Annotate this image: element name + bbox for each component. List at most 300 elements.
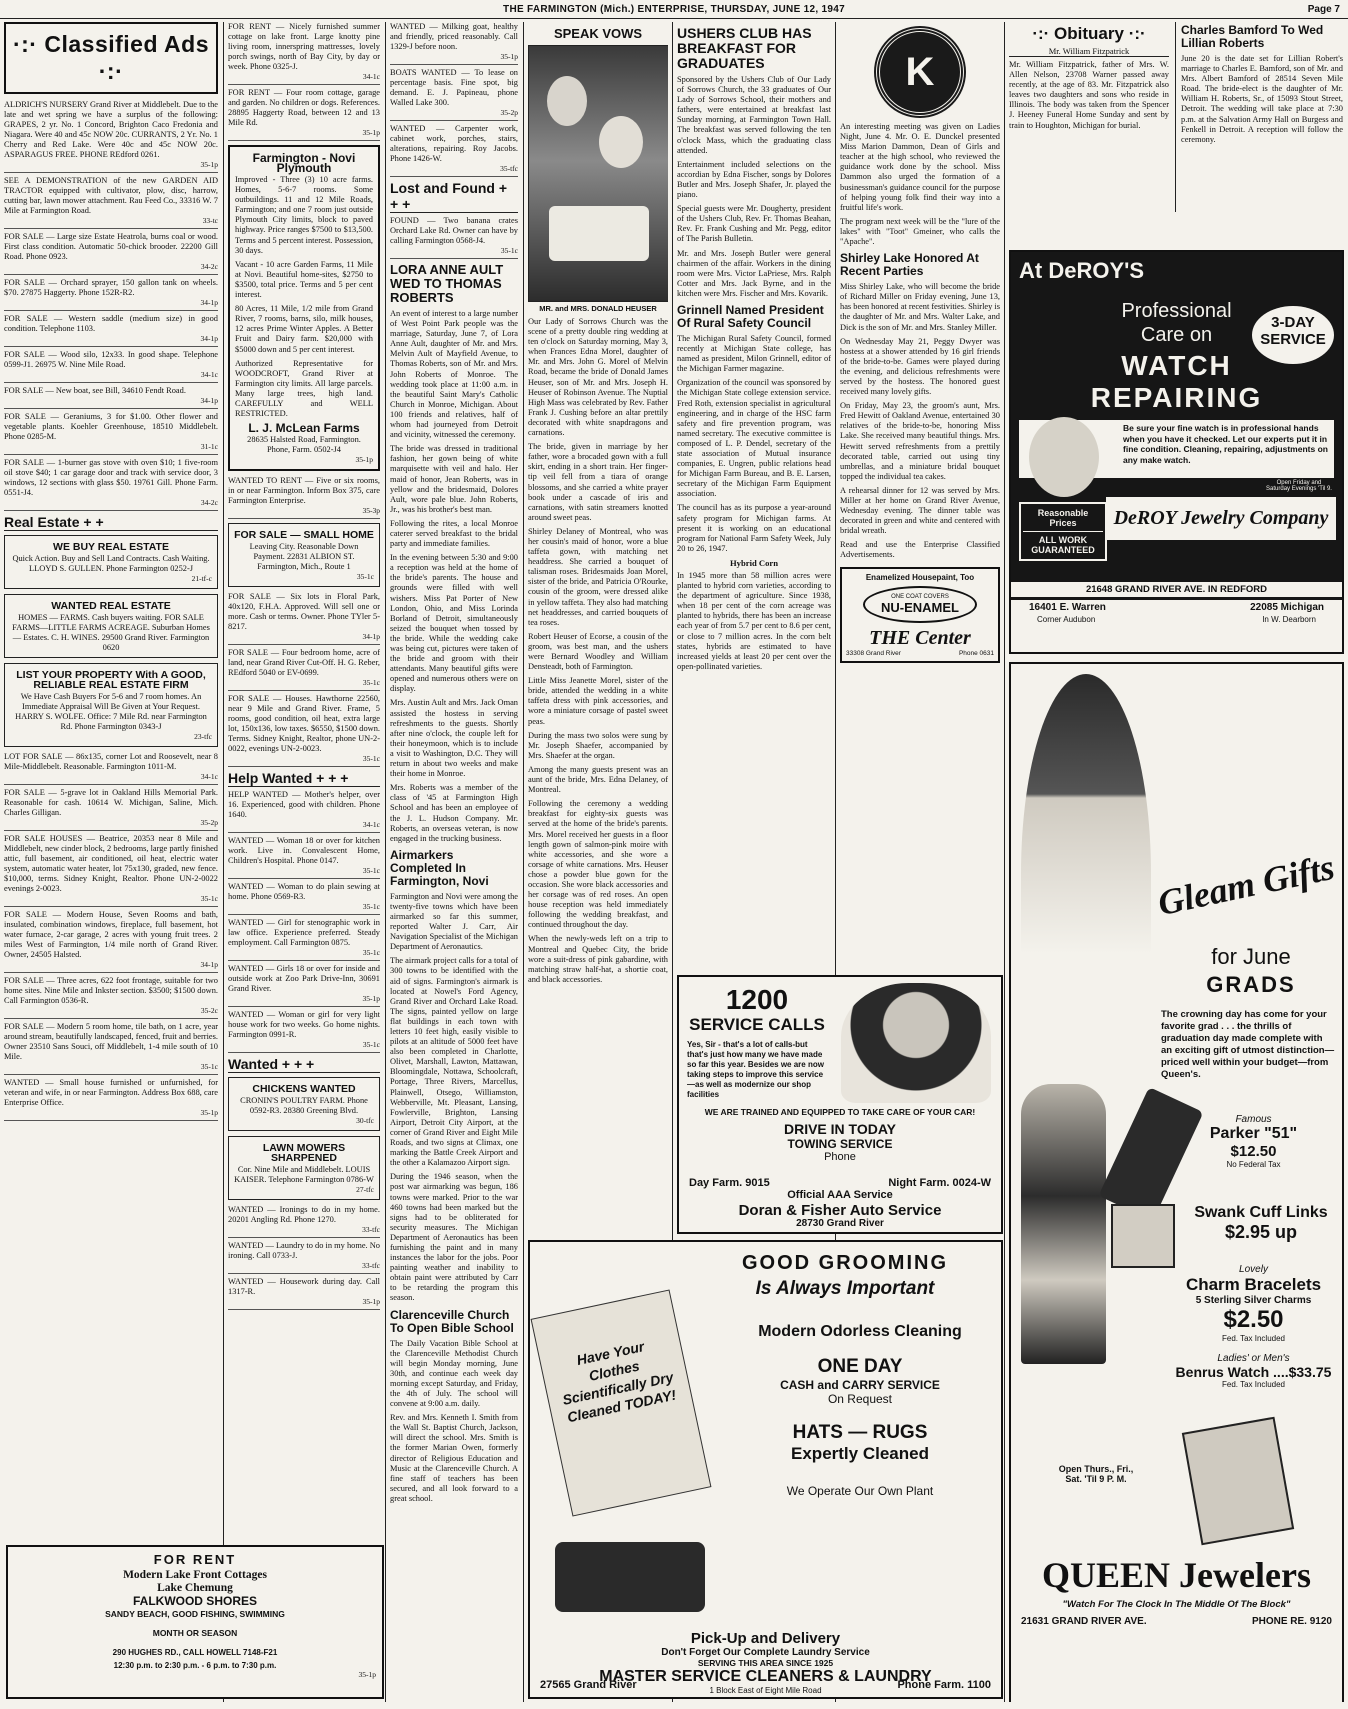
ushers-headline: USHERS CLUB HAS BREAKFAST FOR GRADUATES [677,25,812,71]
deroy-body: Be sure your fine watch is in professional hands when you have it checked. Let our experts put it in fine condition. Cleaning, repairing, adjustments on any make watch. [1019,420,1334,478]
kiwanis-emblem-icon: K [876,28,964,116]
classified-ad [228,964,380,1007]
service-drive: DRIVE IN TODAY [783,1121,897,1137]
classified-ad [4,458,218,511]
grooming-line: Modern Odorless Cleaning [758,1323,962,1340]
ad-code: 35-1c [362,678,380,688]
ad-code: 34-1c [200,772,218,781]
deroy-address: 21648 GRAND RIVER AVE. IN REDFORD [1011,582,1342,597]
news-column-5 [677,22,831,767]
ad-code: 35-1p [362,1297,380,1307]
ad-code: 35-1p [362,128,380,137]
ad-code: 35-1c [362,1040,380,1050]
real-estate-box [4,594,218,658]
queen-jewelers-ad [1009,662,1344,1702]
for-rent-line: 12:30 p.m. to 2:30 p.m. - 6 p.m. to 7:30 p.m. [113,1661,277,1670]
clarenceville-headline: Clarenceville Church To Open Bible School [390,1307,514,1335]
classified-ads-list [4,100,218,511]
dot-ornament-icon: ·:· [1128,24,1146,43]
ad-code: 27-tfc [356,1185,374,1195]
service-address: 28730 Grand River [796,1218,884,1229]
queen-phone: PHONE RE. 9120 [1251,1616,1332,1627]
service-day-phone: Day Farm. 9015 [689,1177,770,1189]
classified-ad-text: LOT FOR SALE — 86x135, corner Lot and Roosevelt, near 8 Mile-Middlebelt. Reasonable. Farmington 1011-M. [4,752,218,771]
classified-ad [228,1205,380,1238]
mowers-title: LAWN MOWERS SHARPENED [262,1142,346,1165]
classified-ad-text: FOR SALE — Geraniums, 3 for $1.00. Other flower and vegetable plants. Koehler Greenhouse, 18510 Middlebelt. Phone 0285-M. [4,412,218,441]
classified-ads-list [228,592,380,767]
article-paragraph: Shirley Delaney of Montreal, who was her cousin's maid of honor, wore a blue taffeta gown, with matching net headdress. She carried a bouquet of talisman roses. Bridesmaids Joan Morel, sister of the bride, and Patricia O'Rourke, cousin of the groom, were dressed alike in yellow taffeta. They also had matching net headdresses, and carried bouquets of tea roses. [528,526,668,627]
ad-code: 35-1p [500,52,518,61]
column-rule [385,22,386,1702]
deroy-badge1: Reasonable Prices [1037,508,1089,528]
service-phone-label: Phone [824,1151,856,1163]
classified-ad [4,232,218,275]
article-paragraph: Entertainment included selections on the accordian by Edna Fischer, songs by Dolores Butler and Mrs. Joseph Shafer, Jr. played the piano. [677,159,831,200]
classified-ad [228,88,380,141]
center-name: THE Center [869,626,971,649]
for-rent-title: FOR RENT [153,1552,237,1567]
deroy-3day-badge: 3-DAY SERVICE [1252,306,1334,364]
service-title: SERVICE CALLS [689,1015,825,1034]
deroy-jewelry-ad [1009,250,1344,654]
real-estate-box-title: WANTED REAL ESTATE [51,600,171,612]
shirley-headline: Shirley Lake Honored At Recent Parties [840,251,979,279]
wedding-photo [528,45,668,302]
help-wanted-heading: Help Wanted + + + [228,770,380,787]
clarenceville-article [390,1339,518,1505]
grooming-title: GOOD GROOMING [742,1252,948,1274]
queen-famous: Famous [1235,1114,1272,1125]
grinnell-article [677,334,831,554]
classified-ad-text: FOR SALE HOUSES — Beatrice, 20353 near 8 Mile and Middlebelt, new cinder block, 2 bedrooms, large partly finished attic, full basement, air conditioned, oil heat, electric water system, automatic water heater, lot 75x130, graded, new fence. $10,000, terms. Sidney Knight, Realtor. Phone UN-2-0022 evenings 2-0023. [4,834,218,893]
classified-ads-list [4,752,218,1121]
deroy-hours: Open Friday and Saturday Evenings 'Til 9. [1266,480,1332,492]
classified-ad-text: FOR SALE — Modern 5 room home, tile bath, on 1 acre, year around stream, beautifully landscaped, fenced, fruit and berries. Owner 23510 Sans Souci, off Middlebelt, 1-4 mile south of 10 Mile. [4,1022,218,1061]
classified-ad [228,790,380,833]
page-number: Page 7 [1307,4,1340,15]
classified-ad-text: FOR RENT — Nicely furnished summer cottage on lake front. Large knotty pine living room, innerspring mattresses, lovely porch swings, north of Bay City, by day or week. Phone 0325-J. [228,22,380,71]
news-column-3 [390,22,518,1702]
farm-box-address: 28635 Halsted Road, Farmington. Phone, Farm. 0502-J4 [247,435,361,455]
classified-column-2 [228,22,380,1702]
shirley-article [840,282,1000,560]
real-estate-box-title: LIST YOUR PROPERTY With A GOOD, RELIABLE REAL ESTATE FIRM [16,669,206,691]
ad-code: 35-2p [500,108,518,117]
article-paragraph: A rehearsal dinner for 12 was served by Mrs. Miller at her home on Grand River Avenue, Wednesday evening. The dinner table was decorated in green and white and centered with bridal wreath. [840,485,1000,536]
article-paragraph: When the newly-weds left on a trip to Montreal and Quebec City, the bride wore a suit-dress of pink gabardine, with matching straw half-hat, a shortie coat, and black accessories. [528,934,668,984]
classified-ad [228,648,380,691]
article-paragraph: Miss Shirley Lake, who will become the bride of Richard Miller on Friday evening, June 13, has been honored at recent festivities. Shirley is the daughter of Mr. and Mrs. Walter Lake, and Dick is the son of Mr. and Mrs. Stanley Miller. [840,282,1000,332]
queen-ladies: Ladies' or Men's [1217,1353,1290,1364]
right-column [1009,22,1344,1702]
classified-ad [4,314,218,347]
classified-ad [390,22,518,65]
cufflinks-illustration [1111,1204,1175,1268]
classified-ad-text: FOR SALE — Large size Estate Heatrola, burns coal or wood. First class condition. Automatic 50-chick brooder. 22200 Gill Road. Phone 0923. [4,232,218,261]
classified-ad-text: WANTED — Laundry to do in my home. No ironing. Call 0733-J. [228,1241,380,1261]
ad-code: 34-1c [362,820,380,830]
farm-box-para: 80 Acres, 11 Mile, 1/2 mile from Grand River, 7 rooms, barns, silo, milk houses, 12 acres Prime Winter Apples. A Better Fruit and Dairy farm. $20,000 with $5000 down and 5 per cent interest. [235,304,373,354]
service-body: Yes, Sir - that's a lot of calls-but that's just how many we have made so far this year. Besides we are now taking steps to improve this service —as well as modernize our shop facilities [687,1040,824,1099]
article-paragraph: Read and use the Enterprise Classified Advertisements. [840,540,1000,560]
queen-benrus: Benrus Watch ....$33.75 [1175,1364,1332,1380]
center-paint-ad [840,567,1000,663]
ad-code: 35-1p [355,455,373,465]
queen-benrus-price: $33.75 [1288,1364,1332,1380]
article-paragraph: The Michigan Rural Safety Council, formed recently at Michigan State college, has named as president, Milon Grinnell, editor of the Michigan Farmer magazine. [677,333,831,374]
article-paragraph: Mr. William Fitzpatrick, father of Mrs. W. Allen Nelson, 23708 Warner passed away recently, at the age of 83. Mr. Fitzpatrick also leaves two daughters and sons who reside in Illinois. The body was taken from the Spencer J. Heeney Funeral Home Sunday and sent by train to Houghton, Michigan for burial. [1009,60,1169,130]
queen-fedtax2: Fed. Tax Included [1221,1380,1285,1389]
ad-code: 34-1p [200,334,218,343]
grooming-forget: Don't Forget Our Complete Laundry Service [661,1647,870,1658]
classified-ad [390,68,518,121]
news-column-4 [528,22,668,1262]
deroy-loc1b: Corner Audubon [1037,615,1096,624]
classified-ad-text: ALDRICH'S NURSERY Grand River at Middlebelt. Due to the late and wet spring we have a surplus of the following: GRAPES, 2 yr. No. 1 Concord, Brighton Caco Fredonia and Niagara. Were 40 and 45c NOW 20c. CURRANTS, 2 Yr. No. 1 Cherry and Red Lake. Were 40c and 45c NOW 20c. ASPARAGUS FREE. PHONE REdford 0261. [4,100,218,159]
grinnell-headline: Grinnell Named President Of Rural Safety Council [677,302,824,330]
article-paragraph: Robert Heuser of Ecorse, a cousin of the groom, was best man, and the ushers were Bernard Woodley and William Densteadt, both of Farmington. [528,631,668,672]
article-paragraph: The bride, given in marriage by her father, wore a brocaded gown with a full skirt, ending in a short train. Her finger-tip veil fell from a tiara of orange blossoms, and she carried a white prayer book under a cascade of iris and carnations, with satin streamers knotted around sweet peas. [528,442,668,522]
article-paragraph: Sponsored by the Ushers Club of Our Lady of Sorrows Church, the 33 graduates of Our Lady of Sorrows School, their mothers and fathers, were entertained at breakfast last Sunday morning, at Farmington Town Hall. The breakfast was served following the ten o'clock Mass, which the graduating class attended. [677,75,831,155]
mowers-box [228,1136,380,1200]
ad-code: 33-tfc [362,1261,380,1271]
classified-ad [4,834,218,907]
grooming-pickup: Pick-Up and Delivery [690,1630,841,1647]
classified-ad [228,694,380,767]
farm-listing-box [228,145,380,471]
airmarkers-headline: Airmarkers Completed In Farmington, Novi [390,847,489,888]
article-paragraph: Mrs. Roberts was a member of the class of '45 at Farmington High School and has been an employee of the J. L. Hudson Company. Mr. Roberts, an overseas veteran, is now engaged in the trucking business. [390,783,518,843]
classified-ad-text: WANTED — Milking goat, healthy and friendly, priced reasonably. Call 1329-J before noon. [390,22,518,51]
article-paragraph: Special guests were Mr. Dougherty, president of the Ushers Club, Rev. Fr. Thomas Beahan, Rev. Fr. Frank Cushing and Mr. Pegg, editor of The Parish Bulletin. [677,204,831,244]
ad-code: 34-2c [200,498,218,507]
queen-benrus-label: Benrus Watch [1175,1364,1270,1380]
ad-code: 34-1p [362,632,380,642]
lost-found-heading: Lost and Found + + + [390,180,518,213]
article-paragraph: June 20 is the date set for Lillian Robert's marriage to Charles E. Bamford, son of Mr. and Mrs. Albert Bamford of 28514 Seven Mile Road. The bride-elect is the daughter of Mr. William H. Roberts, Sr., of 15093 Stout Street, Detroit. The wedding will take place at 7:30 p.m. at the Salvation Army Hall on Burgess and Fenkell in Detroit. A reception will follow the ceremony. [1181,54,1343,144]
column-rule [523,22,524,1702]
article-paragraph: During the 1946 season, when the post war airmarking was begun, 186 towns were marked. Prior to the war 460 towns had been marked but the signs had to be obliterated for security measures. The Michigan Department of Aeronautics has been furnishing the paint and in many instances the labor for the jobs. Poor painting weather and inability to obtain paint were attributed by Carr to be retarding the program this season. [390,1172,518,1303]
classified-ad-text: FOR SALE — 1-burner gas stove with oven $10; 1 five-room oil stove $40; 1 car garage door and track with service door, 3 windows, 12 sections with glass $50. 19761 Gill. Phone Farm. 0551-J4. [4,458,218,497]
queen-address: 21631 GRAND RIVER AVE. [1021,1616,1147,1627]
center-brand: NU-ENAMEL [881,599,959,615]
for-rent-box [6,1545,384,1699]
ad-code: 35-2c [200,1006,218,1015]
classified-ad-text: FOR SALE — Western saddle (medium size) in good condition. Telephone 1103. [4,314,218,333]
ad-code: 35-1c [362,866,380,876]
ad-code: 35-2p [200,818,218,827]
ushers-article [677,75,831,299]
bride-face [599,116,643,168]
grooming-tag-text: Have Your Clothes Scientifically Dry Cleaned TODAY! [561,1338,678,1426]
queen-swank-price: $2.95 up [1224,1222,1298,1242]
real-estate-heading: Real Estate + + [4,514,218,531]
help-wanted-list [228,790,380,1053]
classified-ad [228,592,380,645]
classified-ads-list [390,22,518,177]
deroy-professional: Professional [1121,300,1232,322]
ad-code: 23-tfc [194,732,212,741]
found-ad-text: FOUND — Two banana crates Orchard Lake Rd. Owner can have by calling Farmington 0568-J4. [390,216,518,245]
ad-code: 34-2c [200,262,218,271]
classified-ad-text: WANTED — Woman to do plain sewing at home. Phone 0569-R3. [228,882,380,902]
grooming-phone: Phone Farm. 1100 [897,1679,991,1691]
ad-code: 35-1c [362,902,380,912]
queen-for: for June [1211,944,1291,969]
classified-ad [4,412,218,455]
article-paragraph: Mr. and Mrs. Joseph Butler were general chairmen of the affair. Workers in the dining room were Mrs. Victor LaPriese, Mrs. Ralph Cotter and Mrs. Jack Byrne, and in the kitchen were Mrs. Fischer and Mrs. Kovarik. [677,248,831,298]
classified-ad [4,1078,218,1121]
service-towing: TOWING SERVICE [787,1137,893,1151]
hanger-illustration [555,1542,705,1612]
for-rent-line: FALKWOOD SHORES [132,1594,257,1608]
ad-code: 35-1p [200,1108,218,1117]
article-paragraph: Our Lady of Sorrows Church was the scene of a pretty double ring wedding at ten o'clock on Saturday morning, May 3, when Frances Edna Morel, daughter of Mr. and Mrs. John G. Morel of Melvin Road, became the bride of Donald James Heuser, son of Mr. and Mrs. Joseph H. Heuser of Robinson Avenue. The Nuptial High Mass was celebrated by Rev. Father Frank J. Cushing before an altar prettily decorated with white snapdragons and carnations. [528,317,668,438]
deroy-loc2b: In W. Dearborn [1262,615,1316,624]
classified-ads-list [228,476,380,519]
queen-grads: GRADS [1206,972,1296,997]
classified-ad [4,1022,218,1075]
article-paragraph: Among the many guests present was an aunt of the bride, Mrs. Edna Delaney, of Montreal. [528,764,668,795]
deroy-care: Care on [1140,324,1213,346]
center-tag: ONE COAT COVERS [891,593,949,600]
article-paragraph: The program next week will be the "lure of the lakes" with "Toot" Gmeiner, who calls the "Apache". [840,216,1000,247]
classified-ad [390,124,518,177]
classified-ad [228,1241,380,1274]
ad-code: 34-1p [200,298,218,307]
classified-ad-text: FOR SALE — Wood silo, 12x33. In good shape. Telephone 0599-J1. 26975 W. Nine Mile Road. [4,350,218,369]
masthead-title: THE FARMINGTON (Mich.) ENTERPRISE, THURSDAY, JUNE 12, 1947 [503,4,845,15]
small-home-title: FOR SALE — SMALL HOME [234,529,374,542]
classified-ad [4,350,218,383]
classified-ad-text: FOR SALE — Three acres, 622 foot frontage, suitable for two home sites. Nine Mile and Inkster section. $3500; $1500 down. Call Farmington 0536-R. [4,976,218,1005]
farm-box-para: Vacant - 10 acre Garden Farms, 11 Mile at Novi. Beautiful home-sites, $2750 to $3500, total price. Terms and 5 per cent interest. [235,259,373,300]
watch-illustration [1182,1417,1294,1546]
ad-code: 35-1c [362,948,380,958]
farm-box-para: Authorized Representative for WOODCROFT, Grand River at Farmington city limits. All large parcels. Many large trees, high land. CAREFULLY and WELL RESTRICTED. [235,358,373,419]
article-paragraph: On Wednesday May 21, Peggy Dwyer was hostess at a shower attended by 16 girl friends of the bride-to-be. Games were played during the evening, and delicious refreshments were served by the hostess. The honored guest received many lovely gifts. [840,336,1000,397]
small-home-box [228,523,380,587]
classified-ads-list [228,1205,380,1310]
ad-code: 21-tf-c [191,574,212,583]
telephone-woman-illustration [841,983,991,1103]
ad-code: 35-1p [358,1670,376,1679]
article-paragraph: In the evening between 5:30 and 9:00 a reception was held at the home of the bride's parents. The house and grounds were filled with well wishers. Miss Pat Porter of New London, Ohio, and Miss Lorinda Borland of Detroit, simultaneously seized the bouquet when tossed by the bride. While the wedding cake was being cut, pictures were taken of the bride and groom with their attendants. Many beautiful gifts were opened and numerous others were on display. [390,553,518,694]
article-paragraph: During the mass two solos were sung by Mr. Joseph Shaefer, accompanied by Mrs. Shaefer at the organ. [528,730,668,760]
ad-code: 34-1p [200,960,218,969]
dot-ornament-icon: ·:· [1032,24,1050,43]
queen-gleam: Gleam Gifts [1154,846,1338,924]
service-night-phone: Night Farm. 0024-W [888,1177,991,1189]
mowers-lines: Cor. Nine Mile and Middlebelt. LOUIS KAISER. Telephone Farmington 0786-W [234,1165,374,1185]
obituary-title: Obituary [1054,24,1124,43]
article-paragraph: Following the ceremony a wedding breakfast for eighty-six guests was served at the home of the bride's parents. Mrs. Morel received her guests in a floor length gown of salmon-pink moire with white accessories, and she wore a corsage of white carnations. Mrs. Heuser chose a powder blue gown for the occasion. She wore black accessories and her corsage was of red roses. An open house reception was held immediately following the wedding breakfast, and continued throughout the day. [528,799,668,930]
classified-ad [228,836,380,879]
for-rent-line: Lake Chemung [157,1582,233,1594]
column-rule [1175,22,1176,212]
classified-ad-text: WANTED — Housework during day. Call 1317-R. [228,1277,380,1297]
service-count: 1200 [725,984,789,1015]
jeweler-illustration [1029,417,1099,497]
grooming-line: ONE DAY [817,1356,903,1377]
center-top: Enamelized Housepaint, Too [865,572,975,582]
column-rule [1004,22,1005,1702]
chickens-wanted-box [228,1077,380,1131]
classified-ad-text: FOR SALE — New boat, see Bill, 34610 Fendt Road. [4,386,186,395]
article-paragraph: Rev. and Mrs. Kenneth I. Smith from the Wall St. Baptist Church, Jackson, will direct the school. Mrs. Smith is the former Marian Owen, formerly director of Religious Education and Music at the Clarenceville Church. A fine staff of teachers has been secured, and all look forward to a great school. [390,1413,518,1503]
queen-notax: No Federal Tax [1226,1160,1281,1169]
queen-parker-price: $12.50 [1230,1143,1277,1160]
for-rent-line: Modern Lake Front Cottages [123,1569,267,1581]
gift-bow-illustration [1021,1084,1106,1364]
speak-vows-headline: SPEAK VOWS [553,26,643,41]
article-paragraph: The bride was dressed in traditional fashion, her gown being of white marquisette with veil and halo. Her maid of honor, Jean Roberts, was in yellow and the bridesmaid, Dolores Ault, wore pale blue. John Roberts, Jr., was his brother's best man. [390,444,518,514]
wanted-heading: Wanted + + + [228,1056,380,1073]
ad-code: 35-1p [362,994,380,1004]
article-paragraph: Organization of the council was sponsored by the Michigan State college extension service. Fred Roth, extension specialist in agricultural engineering, and in charge of the HSC farm safety and fire prevention program, was named secretary. The executive committee is composed of L. P. Dendel, secretary of the state association of Mutual insurance companies, E. Ungren, public relations head for Michigan Farm Bureau, and B. E. Larsen, secretary of the Michigan Farm Equipment association. [677,378,831,499]
article-paragraph: The airmark project calls for a total of 300 towns to be identified with the aid of signs. Farmington's airmark is located at Nowel's Ford Agency, Grand River and Orchard Lake Road. The signs, painted yellow on large flat buildings in each town with letters 10 feet high, easily visible to pilots at an altitude of 5000 feet have also been completed in Charlotte, Olivet, Marshall, Lawton, Mattawan, Bloomingdale, Nottawa, Schoolcraft, Portage, Three Rivers, Marcellus, Plainwell, Otsego, Williamston, Webberville, Mt. Pleasant, Lansing, Fowlerville, Brighton, Lansing Airport, Detroit City Airport, at the corner of Grand River and Eight Mile Roads, and two signs at Climax, one marking the Battle Creek Airport and the other a Kalamazoo Airport sign. [390,956,518,1168]
grooming-since: SERVING THIS AREA SINCE 1925 [697,1658,834,1668]
grooming-subtitle: Is Always Important [755,1278,935,1299]
classified-ad-text: WANTED — Woman or girl for very light house work for two weeks. Go home nights. Farmington 0991-R. [228,1010,380,1040]
chickens-title: CHICKENS WANTED [252,1083,356,1096]
classified-ad [228,882,380,915]
classified-ad [4,752,218,785]
ad-code: 35-1p [200,160,218,169]
deroy-badge2: ALL WORK GUARANTEED [1023,531,1103,555]
column-rule [223,22,224,1702]
obituary-headline [1009,24,1169,44]
article-paragraph: Little Miss Jeanette Morel, sister of the bride, attended the wedding in a white taffeta dress with pink accessories, and wore a miniature corsage of pastel sweet peas. [528,676,668,726]
dot-ornament-icon: ·:· [98,58,124,84]
deroy-logo: DeROY Jewelry Company [1106,497,1336,540]
service-calls-ad [677,975,1003,1234]
queen-open: Open Thurs., Fri., Sat. 'Til 9 P. M. [1058,1464,1134,1484]
classified-title: Classified Ads [44,31,210,57]
masthead [0,0,1348,19]
grooming-line: CASH and CARRY SERVICE [780,1378,940,1392]
graduate-woman-illustration [1021,674,1151,1074]
service-name: Doran & Fisher Auto Service [738,1202,942,1219]
article-paragraph: Farmington and Novi were among the twenty-five towns which have been airmarked so far this summer, reported Walter J. Carr, Air Navigation Specialist of the Michigan Department of Aeronautics. [390,891,518,952]
deroy-loc2: 22085 Michigan [1250,602,1324,613]
classified-ad [4,100,218,173]
ault-article [390,309,518,844]
real-estate-box-lines: HOMES — FARMS. Cash buyers waiting. FOR SALE FARMS—LITTLE FARMS ACREAGE. Suburban Homes — Estates. C. H. WINES. 29500 Grand River. Farmington 0620 [12,613,210,652]
classified-column-1 [4,22,218,1702]
classified-ad [4,788,218,831]
groom-face [547,76,587,126]
speak-vows-article [528,317,668,985]
classified-ad-text: BOATS WANTED — To lease on percentage basis. Fine spot, big demand. E. J. Papineau, phone Walled Lake 300. [390,68,518,107]
small-home-lines: Leaving City. Reasonable Down Payment. 22831 ALBION ST. Farmington, Mich., Route 1 [249,542,359,572]
service-aaa: Official AAA Service [787,1189,893,1201]
classified-ad-text: FOR SALE — Orchard sprayer, 150 gallon tank on wheels. $70. 27875 Haggerty. Phone 152R-R2. [4,278,218,297]
grooming-line: On Request [827,1392,893,1406]
article-paragraph: Mrs. Austin Ault and Mrs. Jack Oman assisted the hostess in serving refreshments to the guests. Shortly after nine o'clock, the couple left for their honeymoon, which is to include a visit to Washington, D.C. They will return in about two weeks and make their home in Monroe. [390,698,518,779]
queen-name: QUEEN Jewelers [1042,1555,1311,1595]
classified-ad [228,476,380,519]
article-paragraph: Following the rites, a local Monroe caterer served breakfast to the bridal party and immediate families. [390,518,518,549]
deroy-watch: WATCH [1121,350,1232,381]
photo-caption: MR. and MRS. DONALD HEUSER [539,304,657,313]
queen-body: The crowning day has come for your favorite grad . . . the thrills of graduation day made complete with an exciting gift of utmost distinction—priced well within your budget—from Queen's. [1161,1009,1335,1080]
queen-fedtax: Fed. Tax Included [1221,1334,1285,1343]
classified-ad-text: WANTED — Ironings to do in my home. 20201 Angling Rd. Phone 1270. [228,1205,380,1225]
ad-code: 35-tfc [500,164,518,173]
dot-ornament-icon: ·:· [12,31,38,57]
classified-ad [228,918,380,961]
classified-ad-text: HELP WANTED — Mother's helper, over 16. Experienced, good with children. Phone 1640. [228,790,380,820]
farm-box-title: Farmington - Novi Plymouth [252,151,356,175]
classified-ad [4,910,218,973]
master-cleaners-ad [528,1240,1003,1699]
airmarkers-article [390,892,518,1304]
bamford-headline: Charles Bamford To Wed Lillian Roberts [1181,23,1324,50]
ault-headline: LORA ANNE AULT WED TO THOMAS ROBERTS [390,262,504,305]
ad-code: 31-1c [200,442,218,451]
classified-ad-text: WANTED — Small house furnished or unfurnished, for veteran and wife, in or near Farmington. Address Box 688, care Enterprise Office. [4,1078,218,1107]
real-estate-box-title: WE BUY REAL ESTATE [53,541,169,553]
real-estate-box-lines: Quick Action. Buy and Sell Land Contracts. Cash Waiting. LLOYD S. GULLEN. Phone Farmington 0252-J [12,554,210,573]
deroy-repairing: REPAIRING [1090,382,1263,413]
ad-code: 34-1c [200,370,218,379]
queen-charm: Charm Bracelets [1185,1275,1322,1294]
article-paragraph: The council has as its purpose a year-around safety program for Michigan farms. At present it is working on an educational program for National Farm Safety Week, July 20 to 26, 1947. [677,503,831,553]
classified-ad [4,176,218,229]
ad-code: 33-tfc [362,1225,380,1235]
article-paragraph: An event of interest to a large number of West Point Park people was the marriage, Saturday, June 7, of Lora Anne Ault, daughter of Mr. and Mrs. Melvin Ault of Mayfield Avenue, to Thomas Roberts, son of Mr. and Mrs. John Roberts of Monroe. The wedding took place at 11:00 a.m. in the beautiful Saint Mary's Catholic Church in Monroe, Michigan. About 100 friends and relatives, half of whom had journeyed from Detroit and vicinity, witnessed the ceremony. [390,309,518,440]
article-paragraph: In 1945 more than 58 million acres were planted to hybrid corn varieties, according to the department of agriculture. Since 1938, when 18 per cent of the corn acreage was planted to hybrids, there has been an increase each year of from 5.7 per cent to 8.6 per cent, or close to 7 million acres. In the corn belt states, hybrids are estimated to have increased yields at least 20 per cent over the open-pollinated varieties. [677,570,831,671]
real-estate-box [4,663,218,747]
obituary-sub: Mr. William Fitzpatrick [1009,46,1169,57]
classified-ads-list [228,22,380,141]
bamford-section [1181,22,1343,149]
for-rent-line: MONTH OR SEASON [152,1628,238,1638]
classified-ad [228,1010,380,1053]
queen-clock: "Watch For The Clock In The Middle Of The Block" [1062,1599,1291,1610]
classified-ad [4,386,218,409]
found-ad [390,216,518,259]
article-paragraph: On Friday, May 23, the groom's aunt, Mrs. Fred Hewitt of Oakland Avenue, entertained 30 relatives of the bride-to-be, honoring Miss Lake. She received many beautiful things. Mrs. Hewitt served refreshments from a prettily decorated table, carried out using tiny umbrellas, and a miniature bridal bouquet topped the individual tea cakes. [840,401,1000,481]
grooming-address: 27565 Grand River [540,1679,637,1691]
ad-code: 35-1c [200,894,218,903]
deroy-at: At DeROY'S [1019,258,1145,283]
obituary-section [1009,22,1169,135]
news-column-6 [840,22,1000,967]
for-rent-line: SANDY BEACH, GOOD FISHING, SWIMMING [105,1609,285,1619]
classified-ad [4,278,218,311]
center-address: 33308 Grand River [846,649,901,657]
classified-ad-text: FOR RENT — Four room cottage, garage and garden. No children or dogs. References. 28895 Haggerty Road, between 12 and 13 Mile Rd. [228,88,380,127]
grooming-line: Expertly Cleaned [791,1444,929,1463]
grooming-east: 1 Block East of Eight Mile Road [709,1686,822,1695]
real-estate-boxes [4,535,218,747]
classified-ad [228,22,380,85]
queen-charm-price: $2.50 [1223,1306,1284,1333]
ad-code: 35-1c [200,1062,218,1071]
chickens-lines: CRONIN'S POULTRY FARM. Phone 0592-R3. 28380 Greening Blvd. [240,1096,368,1116]
grooming-line: HATS — RUGS [792,1422,928,1443]
ad-code: 35-1c [356,572,374,582]
dry-clean-tag [531,1289,712,1516]
ad-code: 34-1p [200,396,218,405]
ad-code: 33-tc [202,216,218,225]
classified-ad-text: WANTED TO RENT — Five or six rooms, in or near Farmington. Inform Box 375, care Farmington Enterprise. [228,476,380,506]
queen-lovely: Lovely [1239,1264,1268,1275]
for-rent-line: 290 HUGHES RD., CALL HOWELL 7148-F21 [112,1648,278,1657]
